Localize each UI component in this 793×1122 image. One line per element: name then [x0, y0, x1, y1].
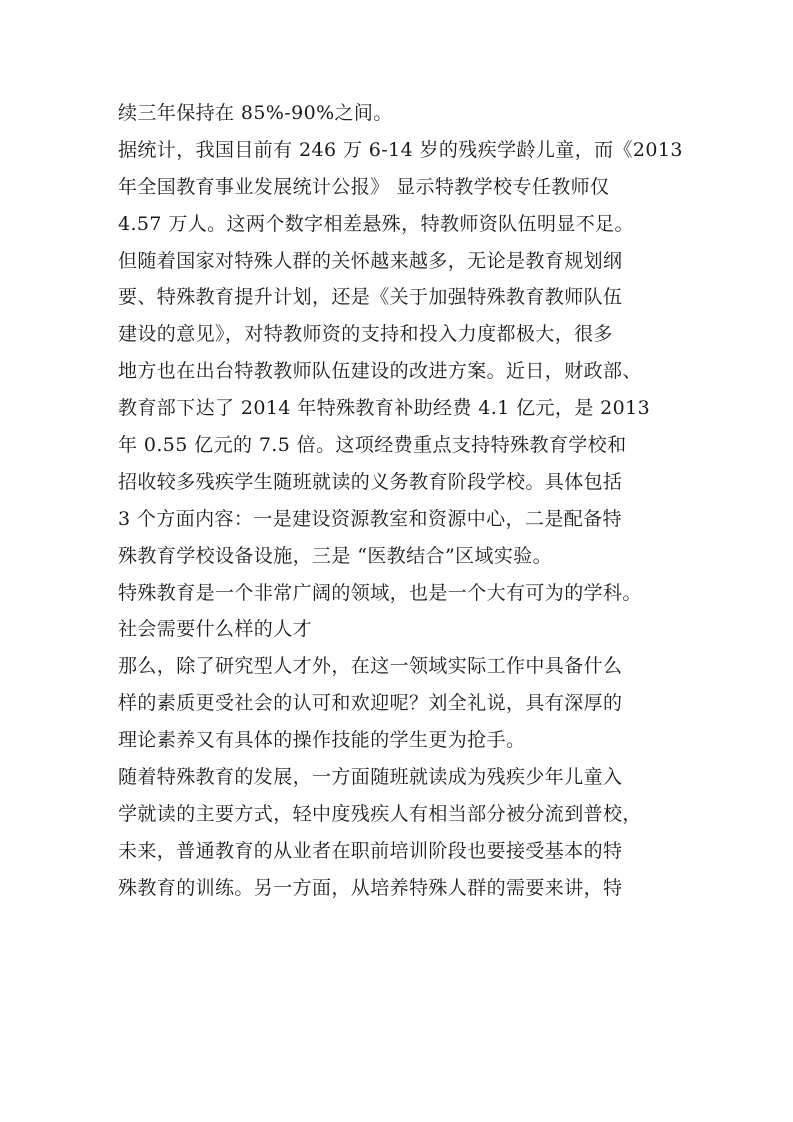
text-line: 样的素质更受社会的认可和欢迎呢？刘全礼说，具有深厚的: [118, 692, 623, 715]
text-line: 未来，普通教育的从业者在职前培训阶段也要接受基本的特: [118, 839, 623, 862]
section-heading: 社会需要什么样的人才: [118, 618, 313, 641]
text-line: 殊教育学校设备设施，三是 “医教结合”区域实验。: [118, 544, 553, 567]
text-line: 学就读的主要方式，轻中度残疾人有相当部分被分流到普校，: [118, 802, 642, 825]
text-line: 特殊教育是一个非常广阔的领域，也是一个大有可为的学科。: [118, 581, 642, 604]
text-line: 要、特殊教育提升计划，还是《关于加强特殊教育教师队伍: [118, 286, 623, 309]
text-line: 3 个方面内容：一是建设资源教室和资源中心，二是配备特: [118, 507, 622, 530]
text-line: 理论素养又有具体的操作技能的学生更为抢手。: [118, 729, 526, 752]
text-line: 续三年保持在 85%-90%之间。: [118, 102, 393, 124]
text-line: 4.57 万人。这两个数字相差悬殊，特教师资队伍明显不足。: [118, 212, 634, 235]
text-line: 殊教育的训练。另一方面，从培养特殊人群的需要来讲，特: [118, 876, 623, 899]
text-line: 招收较多残疾学生随班就读的义务教育阶段学校。具体包括: [118, 470, 623, 493]
text-line: 地方也在出台特教教师队伍建设的改进方案。近日，财政部、: [118, 360, 642, 383]
text-line: 随着特殊教育的发展，一方面随班就读成为残疾少年儿童入: [118, 766, 623, 789]
text-line: 年全国教育事业发展统计公报》 显示特教学校专任教师仅: [118, 175, 610, 198]
text-line: 据统计，我国目前有 246 万 6-14 岁的残疾学龄儿童，而《2013: [118, 138, 683, 161]
text-line: 建设的意见》，对特教师资的支持和投入力度都极大，很多: [118, 323, 613, 346]
body-text: [118, 95, 698, 907]
text-line: 那么，除了研究型人才外，在这一领域实际工作中具备什么: [118, 655, 623, 678]
text-line: 教育部下达了 2014 年特殊教育补助经费 4.1 亿元，是 2013: [118, 397, 651, 420]
text-line: 但随着国家对特殊人群的关怀越来越多，无论是教育规划纲: [118, 249, 623, 272]
text-line: 年 0.55 亿元的 7.5 倍。这项经费重点支持特殊教育学校和: [118, 434, 627, 457]
